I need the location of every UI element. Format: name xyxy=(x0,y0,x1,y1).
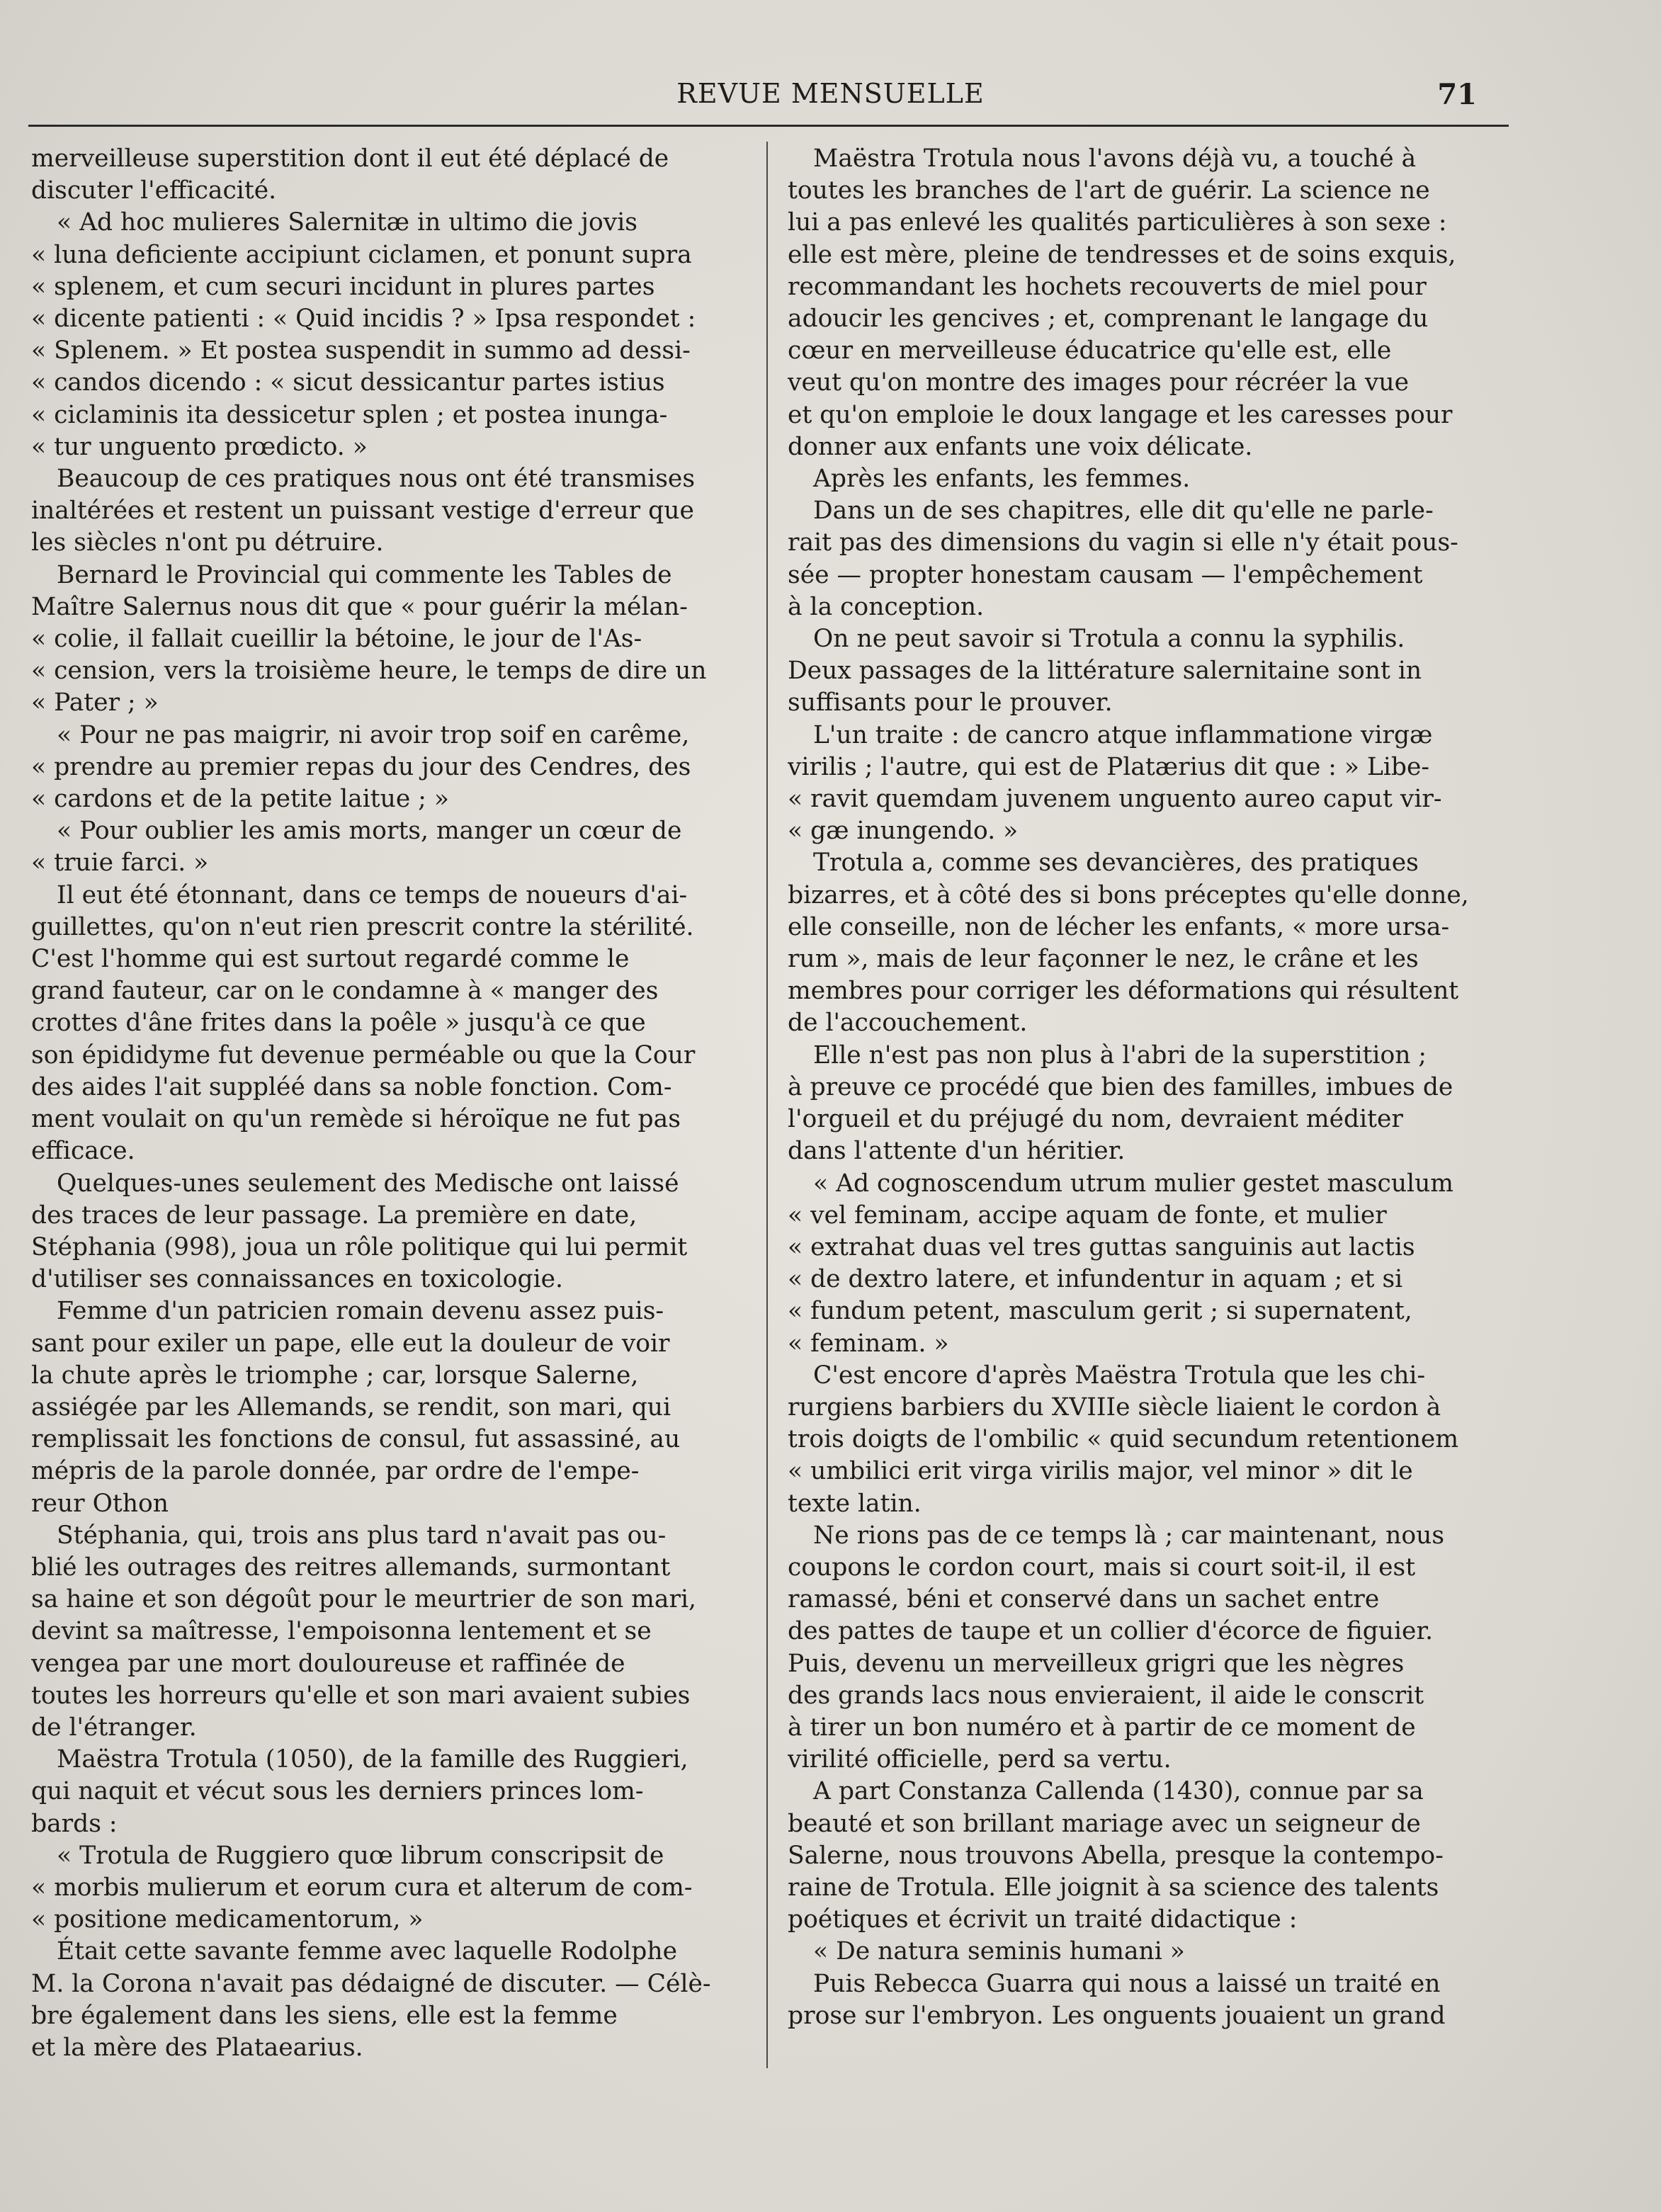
text-line: A part Constanza Callenda (1430), connue par sa xyxy=(813,1777,1424,1806)
text-line: « splenem, et cum securi incidunt in plures partes xyxy=(31,272,655,301)
text-line: Maître Salernus nous dit que « pour guérir la mélan- xyxy=(31,592,688,621)
text-line: C'est encore d'après Maëstra Trotula que les chi- xyxy=(813,1361,1426,1390)
text-line: à preuve ce procédé que bien des familles, imbues de xyxy=(788,1072,1453,1101)
header-rule xyxy=(28,125,1509,127)
text-line: suffisants pour le prouver. xyxy=(788,688,1113,718)
text-line: d'utiliser ses connaissances en toxicologie. xyxy=(31,1265,563,1294)
text-line: blié les outrages des reitres allemands, surmontant xyxy=(31,1553,671,1582)
text-line: et la mère des Plataearius. xyxy=(31,2033,363,2062)
text-line: elle est mère, pleine de tendresses et de soins exquis, xyxy=(788,240,1456,269)
text-line: des pattes de taupe et un collier d'écorce de figuier. xyxy=(788,1617,1434,1646)
text-line: Elle n'est pas non plus à l'abri de la superstition ; xyxy=(813,1040,1427,1070)
text-line: rurgiens barbiers du XVIIIe siècle liaient le cordon à xyxy=(788,1393,1441,1422)
text-line: « Pater ; » xyxy=(31,688,159,718)
text-line: Beaucoup de ces pratiques nous ont été transmises xyxy=(57,465,696,494)
text-line: « Splenem. » Et postea suspendit in summo ad dessi- xyxy=(31,336,691,365)
text-line: sant pour exiler un pape, elle eut la douleur de voir xyxy=(31,1329,670,1358)
text-line: Après les enfants, les femmes. xyxy=(813,465,1191,494)
text-line: guillettes, qu'on n'eut rien prescrit contre la stérilité. xyxy=(31,912,694,941)
text-line: bards : xyxy=(31,1809,118,1838)
text-line: des traces de leur passage. La première en date, xyxy=(31,1201,637,1230)
text-line: « cension, vers la troisième heure, le temps de dire un xyxy=(31,657,707,686)
text-line: virilité officielle, perd sa vertu. xyxy=(788,1745,1172,1774)
text-line: « truie farci. » xyxy=(31,849,209,878)
text-line: « ravit quemdam juvenem unguento aureo caput vir- xyxy=(788,785,1442,814)
text-line: poétiques et écrivit un traité didactique : xyxy=(788,1905,1298,1934)
text-line: « umbilici erit virga virilis major, vel minor » dit le xyxy=(788,1457,1413,1486)
text-line: « vel feminam, accipe aquam de fonte, et mulier xyxy=(788,1201,1387,1230)
text-line: « De natura seminis humani » xyxy=(813,1937,1185,1966)
text-line: ramassé, béni et conservé dans un sachet entre xyxy=(788,1585,1380,1614)
page-number: 71 xyxy=(1437,78,1477,111)
text-line: la chute après le triomphe ; car, lorsque Salerne, xyxy=(31,1361,639,1390)
text-line: « candos dicendo : « sicut dessicantur partes istius xyxy=(31,368,665,397)
text-line: sa haine et son dégoût pour le meurtrier de son mari, xyxy=(31,1585,696,1614)
text-line: « morbis mulierum et eorum cura et alterum de com- xyxy=(31,1873,693,1902)
text-line: Quelques-unes seulement des Medische ont laissé xyxy=(57,1169,679,1198)
text-line: Bernard le Provincial qui commente les Tables de xyxy=(57,560,672,589)
text-line: remplissait les fonctions de consul, fut assassiné, au xyxy=(31,1425,681,1454)
text-line: membres pour corriger les déformations qui résultent xyxy=(788,977,1459,1006)
text-line: Il eut été étonnant, dans ce temps de noueurs d'ai- xyxy=(57,880,688,909)
column-divider xyxy=(766,142,768,2068)
text-line: bizarres, et à côté des si bons préceptes qu'elle donne, xyxy=(788,880,1469,909)
text-line: les siècles n'ont pu détruire. xyxy=(31,528,384,557)
text-line: « prendre au premier repas du jour des Cendres, des xyxy=(31,752,691,781)
text-line: merveilleuse superstition dont il eut été déplacé de xyxy=(31,144,669,173)
right-column xyxy=(788,143,1514,2032)
text-line: Puis, devenu un merveilleux grigri que les nègres xyxy=(788,1649,1405,1678)
left-column xyxy=(31,143,757,2064)
text-line: Puis Rebecca Guarra qui nous a laissé un traité en xyxy=(813,1969,1441,1998)
text-line: « feminam. » xyxy=(788,1329,949,1358)
text-line: « cardons et de la petite laitue ; » xyxy=(31,785,449,814)
text-line: crottes d'âne frites dans la poêle » jusqu'à ce que xyxy=(31,1009,646,1038)
text-line: « gæ inungendo. » xyxy=(788,817,1019,846)
text-line: « colie, il fallait cueillir la bétoine, le jour de l'As- xyxy=(31,625,642,654)
text-line: inaltérées et restent un puissant vestige d'erreur que xyxy=(31,497,694,526)
text-line: rum », mais de leur façonner le nez, le crâne et les xyxy=(788,945,1419,974)
text-line: adoucir les gencives ; et, comprenant le langage du xyxy=(788,305,1429,334)
text-line: elle conseille, non de lécher les enfants, « more ursa- xyxy=(788,912,1450,941)
text-line: ment voulait on qu'un remède si héroïque ne fut pas xyxy=(31,1105,681,1134)
text-line: reur Othon xyxy=(31,1489,169,1518)
text-line: l'orgueil et du préjugé du nom, devraient méditer xyxy=(788,1105,1403,1134)
text-line: Stéphania, qui, trois ans plus tard n'avait pas ou- xyxy=(57,1521,667,1550)
text-line: Trotula a, comme ses devancières, des pratiques xyxy=(813,849,1419,878)
running-head xyxy=(0,78,1661,113)
text-line: « dicente patienti : « Quid incidis ? » Ipsa respondet : xyxy=(31,305,696,334)
text-line: lui a pas enlevé les qualités particulières à son sexe : xyxy=(788,208,1447,237)
text-line: des grands lacs nous envieraient, il aide le conscrit xyxy=(788,1681,1424,1710)
text-line: virilis ; l'autre, qui est de Platærius dit que : » Libe- xyxy=(788,752,1430,781)
text-line: à la conception. xyxy=(788,592,985,621)
text-line: discuter l'efficacité. xyxy=(31,176,277,205)
text-line: de l'étranger. xyxy=(31,1713,197,1742)
text-line: « extrahat duas vel tres guttas sanguinis aut lactis xyxy=(788,1232,1415,1261)
text-line: beauté et son brillant mariage avec un seigneur de xyxy=(788,1809,1421,1838)
text-line: efficace. xyxy=(31,1137,135,1166)
text-line: sée — propter honestam causam — l'empêchement xyxy=(788,560,1423,589)
text-line: prose sur l'embryon. Les onguents jouaient un grand xyxy=(788,2001,1446,2030)
text-line: « luna deficiente accipiunt ciclamen, et ponunt supra xyxy=(31,240,692,269)
text-line: « tur unguento prœdicto. » xyxy=(31,432,368,461)
text-line: assiégée par les Allemands, se rendit, son mari, qui xyxy=(31,1393,671,1422)
text-line: « Ad hoc mulieres Salernitæ in ultimo die jovis xyxy=(57,208,637,237)
text-line: « Pour oublier les amis morts, manger un cœur de xyxy=(57,817,682,846)
text-line: donner aux enfants une voix délicate. xyxy=(788,432,1253,461)
text-line: Salerne, nous trouvons Abella, presque la contempo- xyxy=(788,1841,1444,1870)
text-line: « de dextro latere, et infundentur in aquam ; et si xyxy=(788,1265,1403,1294)
text-line: devint sa maîtresse, l'empoisonna lentement et se xyxy=(31,1617,652,1646)
text-line: de l'accouchement. xyxy=(788,1009,1028,1038)
text-line: Maëstra Trotula nous l'avons déjà vu, a touché à xyxy=(813,144,1417,173)
text-line: L'un traite : de cancro atque inflammatione virgæ xyxy=(813,720,1433,749)
text-line: Dans un de ses chapitres, elle dit qu'elle ne parle- xyxy=(813,497,1434,526)
text-line: « Ad cognoscendum utrum mulier gestet masculum xyxy=(813,1169,1454,1198)
text-line: à tirer un bon numéro et à partir de ce moment de xyxy=(788,1713,1416,1742)
text-line: recommandant les hochets recouverts de miel pour xyxy=(788,272,1427,301)
text-line: Femme d'un patricien romain devenu assez puis- xyxy=(57,1297,664,1326)
text-line: « positione medicamentorum, » xyxy=(31,1905,424,1934)
text-line: Était cette savante femme avec laquelle Rodolphe xyxy=(57,1937,678,1966)
text-line: dans l'attente d'un héritier. xyxy=(788,1137,1126,1166)
text-line: « ciclaminis ita dessicetur splen ; et postea inunga- xyxy=(31,400,668,429)
text-line: texte latin. xyxy=(788,1489,922,1518)
text-line: trois doigts de l'ombilic « quid secundum retentionem xyxy=(788,1425,1459,1454)
text-line: M. la Corona n'avait pas dédaigné de discuter. — Célè- xyxy=(31,1969,711,1998)
text-line: coupons le cordon court, mais si court soit-il, il est xyxy=(788,1553,1416,1582)
text-line: veut qu'on montre des images pour récréer la vue xyxy=(788,368,1410,397)
text-line: grand fauteur, car on le condamne à « manger des xyxy=(31,977,659,1006)
text-line: qui naquit et vécut sous les derniers princes lom- xyxy=(31,1777,644,1806)
text-line: Stéphania (998), joua un rôle politique qui lui permit xyxy=(31,1232,688,1261)
text-line: mépris de la parole donnée, par ordre de l'empe- xyxy=(31,1457,640,1486)
text-line: son épididyme fut devenue perméable ou que la Cour xyxy=(31,1040,696,1070)
text-line: C'est l'homme qui est surtout regardé comme le xyxy=(31,945,630,974)
text-line: On ne peut savoir si Trotula a connu la syphilis. xyxy=(813,625,1405,654)
running-title: REVUE MENSUELLE xyxy=(676,78,985,109)
text-line: « Pour ne pas maigrir, ni avoir trop soif en carême, xyxy=(57,720,690,749)
text-line: « fundum petent, masculum gerit ; si supernatent, xyxy=(788,1297,1412,1326)
text-line: Ne rions pas de ce temps là ; car maintenant, nous xyxy=(813,1521,1445,1550)
text-line: toutes les branches de l'art de guérir. La science ne xyxy=(788,176,1430,205)
text-line: toutes les horreurs qu'elle et son mari avaient subies xyxy=(31,1681,691,1710)
text-line: cœur en merveilleuse éducatrice qu'elle est, elle xyxy=(788,336,1392,365)
text-line: bre également dans les siens, elle est la femme xyxy=(31,2001,618,2030)
text-line: vengea par une mort douloureuse et raffinée de xyxy=(31,1649,625,1678)
text-line: et qu'on emploie le doux langage et les caresses pour xyxy=(788,400,1453,429)
text-line: des aides l'ait suppléé dans sa noble fonction. Com- xyxy=(31,1072,672,1101)
text-line: raine de Trotula. Elle joignit à sa science des talents xyxy=(788,1873,1439,1902)
text-line: « Trotula de Ruggiero quœ librum conscripsit de xyxy=(57,1841,664,1870)
text-line: Deux passages de la littérature salernitaine sont in xyxy=(788,657,1422,686)
text-line: rait pas des dimensions du vagin si elle n'y était pous- xyxy=(788,528,1458,557)
text-line: Maëstra Trotula (1050), de la famille des Ruggieri, xyxy=(57,1745,688,1774)
